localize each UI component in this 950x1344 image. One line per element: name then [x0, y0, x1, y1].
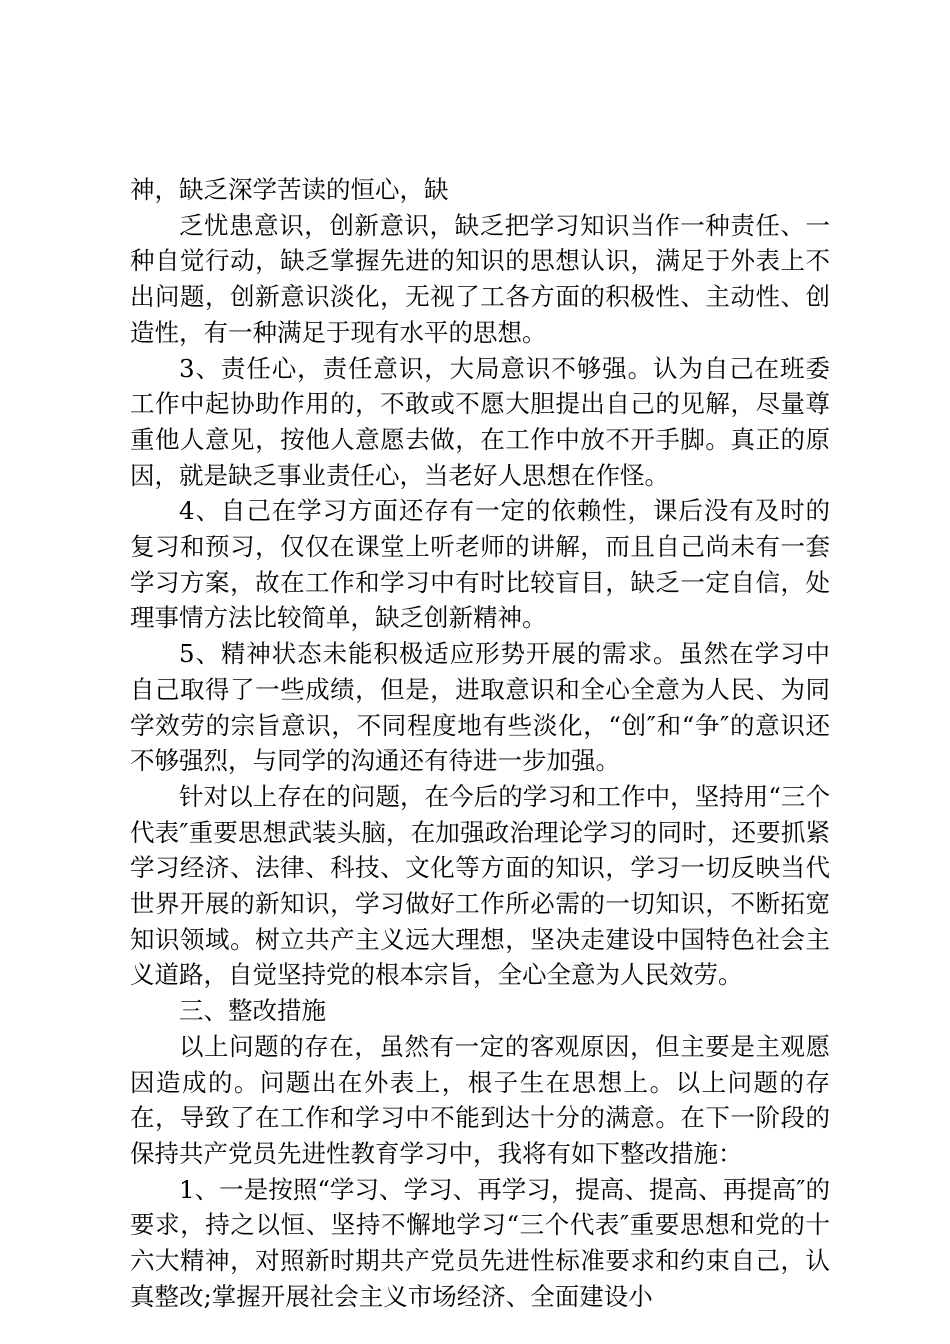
paragraph-continuation-1: 神，缺乏深学苦读的恒心，缺 [130, 175, 449, 204]
paragraph-measure-1: 1、一是按照“学习、学习、再学习，提高、提高、再提高″的要求，持之以恒、坚持不懈地学习“三个代表″重要思想和党的十六大精神，对照新时期共产党员先进性标准要求和约束自己，认真整改;掌握开展社会主义市场经济、全面建设小 [130, 1174, 830, 1311]
paragraph-response: 针对以上存在的问题，在今后的学习和工作中，坚持用“三个代表″重要思想武装头脑，在加强政治理论学习的同时，还要抓紧学习经济、法律、科技、文化等方面的知识，学习一切反映当代世界开展的新知识，学习做好工作所必需的一切知识，不断拓宽知识领域。树立共产主义远大理想，坚决走建设中国特色社会主义道路，自觉坚持党的根本宗旨，全心全意为人民效劳。 [130, 781, 830, 990]
paragraph-continuation-2: 乏忧患意识，创新意识，缺乏把学习知识当作一种责任、一种自觉行动，缺乏掌握先进的知识的思想认识，满足于外表上不出问题，创新意识淡化，无视了工各方面的积极性、主动性、创造性，有一种满足于现有水平的思想。 [130, 210, 830, 347]
document-page [130, 172, 830, 1315]
section-heading: 三、整改措施 [179, 996, 326, 1026]
paragraph-item-3: 3、责任心，责任意识，大局意识不够强。认为自己在班委工作中起协助作用的，不敢或不愿大胆提出自己的见解，尽量尊重他人意见，按他人意愿去做，在工作中放不开手脚。真正的原因，就是缺乏事业责任心，当老好人思想在作怪。 [130, 353, 830, 490]
paragraph-intro: 以上问题的存在，虽然有一定的客观原因，但主要是主观愿因造成的。问题出在外表上，根子生在思想上。以上问题的存在，导致了在工作和学习中不能到达十分的满意。在下一阶段的保持共产党员先进性教育学习中，我将有如下整改措施： [130, 1031, 830, 1168]
paragraph-item-5: 5、精神状态未能积极适应形势开展的需求。虽然在学习中自己取得了一些成绩，但是，进取意识和全心全意为人民、为同学效劳的宗旨意识，不同程度地有些淡化，“创″和“争″的意识还不够强烈，与同学的沟通还有待进一步加强。 [130, 639, 830, 776]
paragraph-item-4: 4、自己在学习方面还存有一定的依赖性，课后没有及时的复习和预习，仅仅在课堂上听老师的讲解，而且自己尚未有一套学习方案，故在工作和学习中有时比较盲目，缺乏一定自信，处理事情方法比较简单，缺乏创新精神。 [130, 496, 830, 633]
